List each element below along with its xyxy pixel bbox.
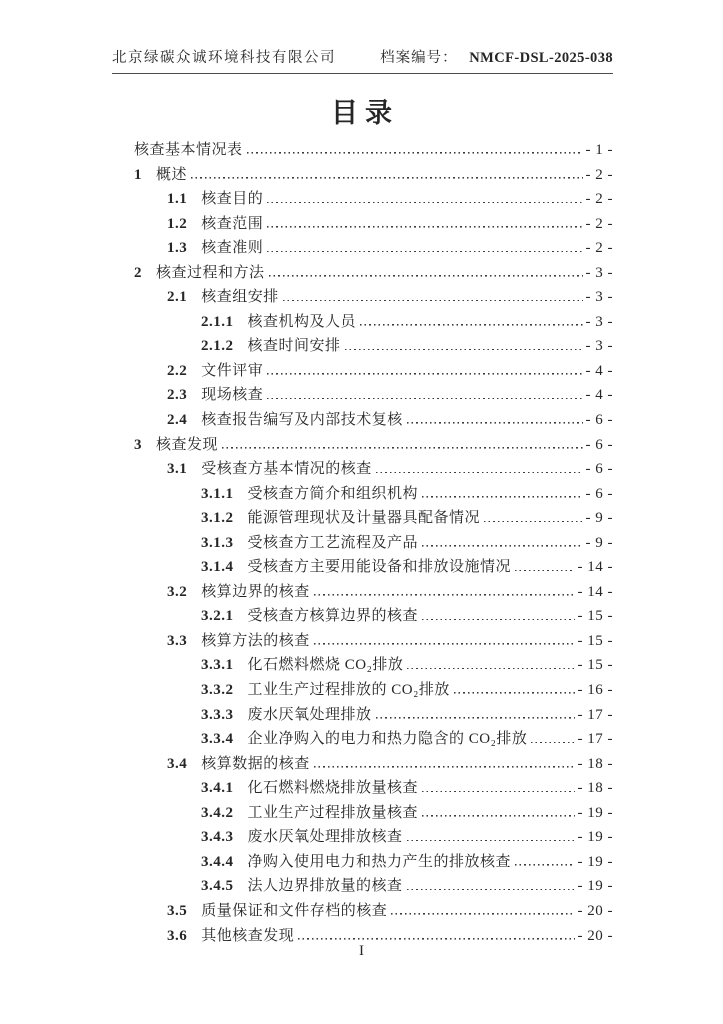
toc-entry-page: - 3 - bbox=[585, 289, 613, 306]
dot-leader bbox=[314, 594, 575, 596]
toc-entry-page: - 3 - bbox=[585, 264, 613, 281]
toc-entry bbox=[134, 212, 613, 237]
company-name: 北京绿碳众诚环境科技有限公司 bbox=[112, 50, 336, 66]
toc-entry bbox=[134, 874, 613, 899]
dot-leader bbox=[191, 177, 582, 179]
toc-entry-label: 质量保证和文件存档的核查 bbox=[201, 902, 388, 919]
toc-entry bbox=[134, 261, 613, 286]
toc-entry-page: - 19 - bbox=[577, 853, 613, 870]
dot-leader bbox=[407, 839, 575, 841]
toc-entry-label: 净购入使用电力和热力产生的排放核查 bbox=[247, 853, 512, 870]
dot-leader bbox=[391, 913, 574, 915]
toc-entry-label: 核查发现 bbox=[156, 436, 219, 453]
toc-entry-number: 3.1.3 bbox=[201, 534, 234, 551]
toc-entry-page: - 9 - bbox=[585, 534, 613, 551]
toc-entry-page: - 18 - bbox=[577, 755, 613, 772]
toc-entry bbox=[134, 776, 613, 801]
dot-leader bbox=[376, 471, 583, 473]
toc-entry-label: 核查时间安排 bbox=[247, 338, 341, 355]
toc-entry-label: 核查范围 bbox=[201, 215, 264, 232]
toc-entry-number: 3.1 bbox=[167, 461, 188, 478]
toc-entry-number: 3.1.4 bbox=[201, 559, 234, 576]
toc-entry-page: - 1 - bbox=[585, 142, 613, 158]
dot-leader bbox=[267, 397, 582, 399]
toc-list bbox=[134, 138, 613, 948]
toc-entry-page: - 15 - bbox=[577, 632, 613, 649]
toc-entry-page: - 14 - bbox=[577, 559, 613, 576]
toc-entry-label: 化石燃料燃烧 CO₂排放 bbox=[247, 657, 404, 674]
toc-entry-label: 工业生产过程排放量核查 bbox=[247, 804, 419, 821]
toc-entry bbox=[134, 383, 613, 408]
toc-entry bbox=[134, 285, 613, 310]
toc-entry bbox=[134, 236, 613, 261]
toc-entry-number: 2.4 bbox=[167, 412, 188, 429]
toc-entry-number: 3.3.3 bbox=[201, 706, 234, 723]
toc-entry bbox=[134, 678, 613, 703]
toc-entry-page: - 6 - bbox=[585, 485, 613, 502]
toc-entry bbox=[134, 138, 613, 163]
toc-entry bbox=[134, 850, 613, 875]
toc-entry-label: 核算边界的核查 bbox=[201, 583, 310, 600]
toc-entry-number: 3.4 bbox=[167, 755, 188, 772]
toc-entry bbox=[134, 408, 613, 433]
toc-entry-label: 核查基本情况表 bbox=[134, 142, 243, 158]
dot-leader bbox=[422, 618, 574, 620]
toc-entry-number: 3.3 bbox=[167, 632, 188, 649]
dot-leader bbox=[407, 888, 575, 890]
dot-leader bbox=[484, 520, 582, 522]
toc-entry-label: 核查机构及人员 bbox=[247, 313, 357, 330]
toc-entry-label: 核查过程和方法 bbox=[156, 264, 265, 281]
toc-entry-page: - 14 - bbox=[577, 583, 613, 600]
toc-entry bbox=[134, 629, 613, 654]
dot-leader bbox=[422, 815, 574, 817]
archive-number-value: NMCF-DSL-2025-038 bbox=[469, 50, 613, 66]
toc-entry-page: - 18 - bbox=[577, 780, 613, 797]
toc-entry-page: - 4 - bbox=[585, 362, 613, 379]
toc-entry bbox=[134, 580, 613, 605]
toc-entry-number: 3.2.1 bbox=[201, 608, 234, 625]
toc-entry-number: 3.3.2 bbox=[201, 682, 234, 699]
toc-entry-page: - 6 - bbox=[585, 412, 613, 429]
toc-entry-number: 3.4.4 bbox=[201, 853, 234, 870]
toc-entry bbox=[134, 433, 613, 458]
dot-leader bbox=[422, 790, 574, 792]
archive-number-block bbox=[380, 46, 613, 67]
toc-entry-label: 工业生产过程排放的 CO₂排放 bbox=[247, 682, 450, 699]
dot-leader bbox=[298, 938, 574, 940]
dot-leader bbox=[267, 250, 582, 252]
toc-entry-page: - 3 - bbox=[585, 313, 613, 330]
dot-leader bbox=[222, 447, 582, 449]
toc-entry bbox=[134, 457, 613, 482]
toc-entry-page: - 2 - bbox=[585, 166, 613, 183]
toc-entry-page: - 6 - bbox=[585, 436, 613, 453]
toc-entry-number: 2.1.2 bbox=[201, 338, 234, 355]
toc-entry-page: - 2 - bbox=[585, 240, 613, 257]
toc-entry bbox=[134, 310, 613, 335]
page-header bbox=[112, 46, 613, 74]
toc-entry-label: 核查准则 bbox=[201, 240, 264, 257]
toc-entry-label: 核查报告编写及内部技术复核 bbox=[201, 412, 403, 429]
toc-entry-page: - 16 - bbox=[577, 682, 613, 699]
toc-entry-label: 企业净购入的电力和热力隐含的 CO₂排放 bbox=[247, 731, 528, 748]
toc-entry-page: - 9 - bbox=[585, 510, 613, 527]
toc-entry-page: - 15 - bbox=[577, 608, 613, 625]
toc-entry-label: 现场核查 bbox=[201, 387, 264, 404]
toc-entry-page: - 15 - bbox=[577, 657, 613, 674]
toc-entry-number: 3.5 bbox=[167, 902, 188, 919]
toc-entry-number: 2 bbox=[134, 264, 142, 281]
toc-entry-page: - 19 - bbox=[577, 878, 613, 895]
toc-entry-number: 3.4.3 bbox=[201, 829, 234, 846]
dot-leader bbox=[360, 324, 582, 326]
dot-leader bbox=[267, 201, 582, 203]
toc-entry-label: 能源管理现状及计量器具配备情况 bbox=[247, 510, 481, 527]
dot-leader bbox=[422, 496, 582, 498]
dot-leader bbox=[422, 545, 582, 547]
toc-entry-label: 概述 bbox=[156, 166, 188, 183]
dot-leader bbox=[267, 373, 582, 375]
toc-entry-number: 3.6 bbox=[167, 927, 188, 944]
toc-entry bbox=[134, 604, 613, 629]
toc-entry-number: 3.1.1 bbox=[201, 485, 234, 502]
toc-entry-number: 1.2 bbox=[167, 215, 188, 232]
toc-entry-page: - 19 - bbox=[577, 804, 613, 821]
toc-entry-number: 3.4.5 bbox=[201, 878, 234, 895]
toc-entry-page: - 20 - bbox=[577, 902, 613, 919]
toc-entry-page: - 19 - bbox=[577, 829, 613, 846]
toc-entry-number: 1.1 bbox=[167, 191, 188, 208]
dot-leader bbox=[283, 299, 583, 301]
toc-entry bbox=[134, 334, 613, 359]
toc-entry-label: 受核查方工艺流程及产品 bbox=[247, 534, 419, 551]
toc-entry-page: - 20 - bbox=[577, 927, 613, 944]
toc-entry-number: 2.1 bbox=[167, 289, 188, 306]
dot-leader bbox=[247, 152, 583, 154]
toc-entry bbox=[134, 359, 613, 384]
toc-entry-page: - 6 - bbox=[585, 461, 613, 478]
dot-leader bbox=[407, 422, 583, 424]
toc-entry bbox=[134, 703, 613, 728]
toc-entry-label: 废水厌氧处理排放 bbox=[247, 706, 372, 723]
archive-number-label: 档案编号： bbox=[380, 50, 458, 66]
toc-entry bbox=[134, 899, 613, 924]
toc-entry-page: - 3 - bbox=[585, 338, 613, 355]
toc-entry bbox=[134, 801, 613, 826]
toc-entry-number: 2.2 bbox=[167, 362, 188, 379]
toc-entry-label: 受核查方简介和组织机构 bbox=[247, 485, 419, 502]
toc-entry-page: - 17 - bbox=[577, 731, 613, 748]
dot-leader bbox=[376, 717, 575, 719]
toc-entry bbox=[134, 531, 613, 556]
toc-entry bbox=[134, 825, 613, 850]
toc-entry-label: 废水厌氧处理排放核查 bbox=[247, 829, 403, 846]
page-number-footer: I bbox=[359, 943, 364, 959]
toc-entry-number: 3.3.4 bbox=[201, 731, 234, 748]
toc-entry-number: 1.3 bbox=[167, 240, 188, 257]
toc-entry-page: - 17 - bbox=[577, 706, 613, 723]
toc-entry-label: 受核查方核算边界的核查 bbox=[247, 608, 419, 625]
toc-entry-label: 受核查方基本情况的核查 bbox=[201, 461, 372, 478]
toc-entry bbox=[134, 752, 613, 777]
toc-entry bbox=[134, 187, 613, 212]
dot-leader bbox=[314, 643, 575, 645]
dot-leader bbox=[269, 275, 583, 277]
toc-entry bbox=[134, 727, 613, 752]
dot-leader bbox=[345, 348, 583, 350]
toc-entry-number: 3.4.2 bbox=[201, 804, 234, 821]
toc-entry-number: 3.4.1 bbox=[201, 780, 234, 797]
toc-title: 目录 bbox=[331, 98, 399, 128]
toc-entry bbox=[134, 506, 613, 531]
toc-entry-label: 核算数据的核查 bbox=[201, 755, 310, 772]
dot-leader bbox=[515, 864, 574, 866]
dot-leader bbox=[515, 569, 574, 571]
toc-entry bbox=[134, 482, 613, 507]
toc-entry-number: 3.1.2 bbox=[201, 510, 234, 527]
toc-entry-label: 文件评审 bbox=[201, 362, 264, 379]
toc-entry bbox=[134, 163, 613, 188]
toc-entry-label: 其他核查发现 bbox=[201, 927, 295, 944]
toc-entry-label: 核算方法的核查 bbox=[201, 632, 310, 649]
dot-leader bbox=[454, 692, 575, 694]
toc-entry-label: 核查目的 bbox=[201, 191, 264, 208]
toc-entry-number: 3.2 bbox=[167, 583, 188, 600]
toc-entry-label: 受核查方主要用能设备和排放设施情况 bbox=[247, 559, 512, 576]
toc-entry-label: 化石燃料燃烧排放量核查 bbox=[247, 780, 419, 797]
toc-entry-number: 2.3 bbox=[167, 387, 188, 404]
toc-entry-number: 3 bbox=[134, 436, 142, 453]
dot-leader bbox=[407, 667, 574, 669]
toc-entry-label: 核查组安排 bbox=[201, 289, 279, 306]
toc-entry-page: - 4 - bbox=[585, 387, 613, 404]
toc-entry-number: 2.1.1 bbox=[201, 313, 234, 330]
toc-entry-number: 1 bbox=[134, 166, 142, 183]
toc-entry-label: 法人边界排放量的核查 bbox=[247, 878, 403, 895]
dot-leader bbox=[314, 766, 575, 768]
toc-entry bbox=[134, 555, 613, 580]
toc-entry-page: - 2 - bbox=[585, 215, 613, 232]
dot-leader bbox=[531, 741, 574, 743]
toc-entry-number: 3.3.1 bbox=[201, 657, 234, 674]
dot-leader bbox=[267, 226, 582, 228]
toc-entry-page: - 2 - bbox=[585, 191, 613, 208]
toc-entry bbox=[134, 653, 613, 678]
